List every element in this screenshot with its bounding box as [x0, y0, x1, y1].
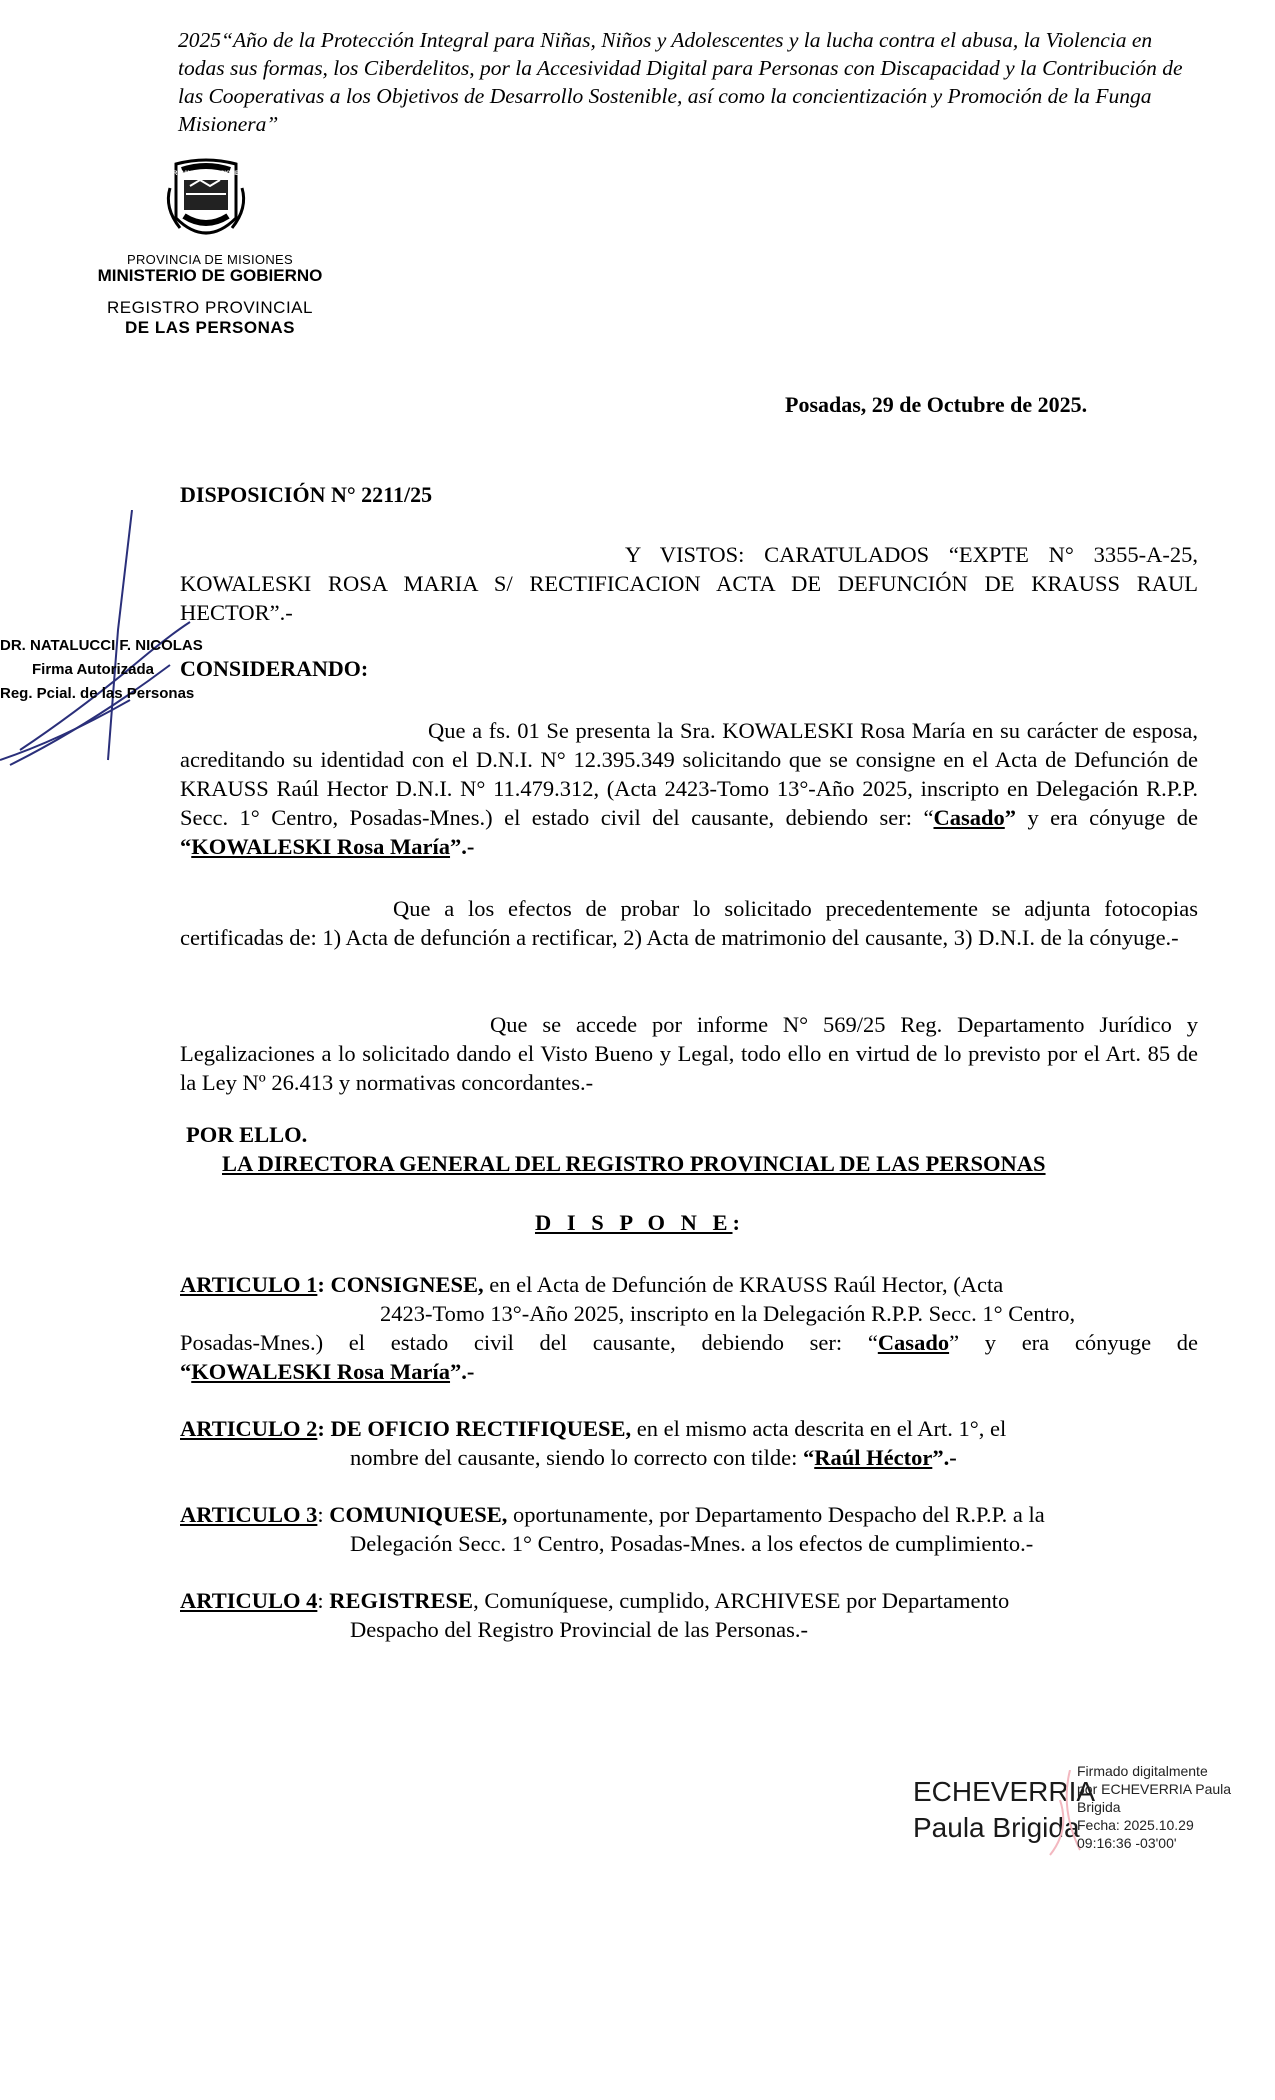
por-ello: POR ELLO. — [186, 1122, 308, 1147]
directora-heading: LA DIRECTORA GENERAL DEL REGISTRO PROVINCIAL DE LAS PERSONAS — [222, 1151, 1046, 1176]
article-2-label: ARTICULO 2 — [180, 1416, 318, 1441]
signature-info-5: 09:16:36 -03'00' — [1077, 1835, 1177, 1851]
header-motto: 2025“Año de la Protección Integral para Niñas, Niños y Adolescentes y la lucha contra el abusa, la Violencia en todas sus formas, los Ciberdelitos, por la Accesividad Digital para Personas con Discapacidad y la Contribución de las Cooperativas a los Objetivos de Desarrollo Sostenible, así como la concientización y Promoción de la Funga Misionera” — [178, 28, 1183, 136]
p2-text: Que a los efectos de probar lo solicitado precedentemente se adjunta fotocopias certificadas de: 1) Acta de defunción a rectificar, 2) Acta de matrimonio del causante, 3) D.N.I. de la cónyuge.- — [180, 896, 1198, 950]
p1-text: Que a fs. 01 Se presenta la Sra. KOWALESKI Rosa María en su carácter de esposa, acreditando su identidad con el D.N.I. N° 12.395.349 solicitando que se consigne en el Acta de Defunción de KRAUSS Raúl Hector D.N.I. N° 11.479.312, (Acta 2423-Tomo 13°-Año 2025, inscripto en Delegación R.P.P. Secc. 1° Centro, Posadas-Mnes.) el estado civil del causante, debiendo ser: — [180, 718, 1198, 830]
article-4-sep: : — [317, 1588, 330, 1613]
document-date: Posadas, 29 de Octubre de 2025. — [785, 392, 1088, 417]
considerando-paragraph-1 — [180, 716, 1198, 861]
digital-signature-info — [1077, 1762, 1237, 1852]
article-2-text-2: nombre del causante, siendo lo correcto con tilde: — [350, 1445, 803, 1470]
stamp-line-1: DR. NATALUCCI F. NICOLAS — [0, 637, 203, 654]
stamp-line-2: Firma Autorizada — [32, 661, 154, 678]
dispone-word: D I S P O N E — [534, 1210, 733, 1235]
article-1-line-2: 2423-Tomo 13°-Año 2025, inscripto en la Delegación R.P.P. Secc. 1° Centro, — [380, 1301, 1076, 1326]
article-1-text-3a: Posadas-Mnes.) el estado civil del causante, debiendo ser: “ — [180, 1330, 878, 1355]
article-1-quote-close: ”.- — [450, 1359, 475, 1384]
article-1-text-3b: ” y era cónyuge de — [949, 1330, 1198, 1355]
article-2-sep: : — [317, 1416, 331, 1441]
article-1-sep: : — [317, 1272, 331, 1297]
considerando-paragraph-2 — [180, 894, 1198, 952]
article-1-line-4 — [180, 1357, 1198, 1386]
article-1-spouse: KOWALESKI Rosa María — [191, 1359, 451, 1384]
article-3 — [180, 1500, 1198, 1558]
article-4-label: ARTICULO 4 — [180, 1588, 318, 1613]
article-2-quote-close: ”.- — [932, 1445, 957, 1470]
org-province: PROVINCIA DE MISIONES — [127, 252, 293, 267]
article-4-verb: REGISTRESE — [329, 1588, 474, 1613]
article-2-verb: DE OFICIO RECTIFIQUESE, — [330, 1416, 632, 1441]
article-1-line-1 — [180, 1270, 1198, 1299]
article-2 — [180, 1414, 1198, 1472]
vistos-lead: Y VISTOS: CARATULADOS “EXPTE N° 3355-A-25, — [625, 542, 1198, 567]
vistos-rest: KOWALESKI ROSA MARIA S/ RECTIFICACION ACTA DE DEFUNCIÓN DE KRAUSS RAUL HECTOR”.- — [180, 571, 1198, 625]
article-1-label: ARTICULO 1 — [180, 1272, 318, 1297]
article-3-verb: COMUNIQUESE, — [329, 1502, 508, 1527]
p1-quote2-open: “ — [180, 834, 192, 859]
article-2-line-2 — [180, 1443, 1198, 1472]
org-ministry: MINISTERIO DE GOBIERNO — [97, 266, 323, 285]
article-2-text-1: en el mismo acta descrita en el Art. 1°, el — [631, 1416, 1007, 1441]
p3-text: Que se accede por informe N° 569/25 Reg. Departamento Jurídico y Legalizaciones a lo solicitado dando el Visto Bueno y Legal, todo ello en virtud de lo previsto por el Art. 85 de la Ley Nº 26.413 y normativas concordantes.- — [180, 1012, 1198, 1095]
signature-info-1: Firmado digitalmente — [1077, 1763, 1208, 1779]
province-seal-icon — [140, 158, 272, 250]
dispone-colon: : — [732, 1210, 741, 1235]
article-4-line-1 — [180, 1586, 1198, 1615]
p1-spouse: KOWALESKI Rosa María — [191, 834, 451, 859]
stamp-line-3: Reg. Pcial. de las Personas — [0, 685, 195, 702]
article-3-line-2: Delegación Secc. 1° Centro, Posadas-Mnes. a los efectos de cumplimiento.- — [350, 1531, 1034, 1556]
p1-mid: y era cónyuge de — [1016, 805, 1198, 830]
signature-info-3: Brigida — [1077, 1799, 1121, 1815]
article-1-verb: CONSIGNESE, — [330, 1272, 484, 1297]
signature-name-line-2: Paula Brigida — [913, 1812, 1080, 1843]
article-1-casado: Casado — [877, 1330, 950, 1355]
article-1-quote-open: “ — [180, 1359, 192, 1384]
seal-text: PROVINCIA DE MISIONES — [168, 171, 244, 177]
considerando-paragraph-3 — [180, 1010, 1198, 1097]
signature-info-4: Fecha: 2025.10.29 — [1077, 1817, 1194, 1833]
authorized-signature-stamp — [0, 510, 260, 770]
article-2-name: Raúl Héctor — [814, 1445, 933, 1470]
article-3-label: ARTICULO 3 — [180, 1502, 318, 1527]
org-registry-persons: DE LAS PERSONAS — [125, 318, 295, 337]
signature-name-line-1: ECHEVERRIA — [913, 1776, 1096, 1807]
p1-casado: Casado — [933, 805, 1005, 830]
article-1 — [180, 1270, 1198, 1386]
disposition-number: DISPOSICIÓN N° 2211/25 — [180, 482, 433, 507]
article-2-quote-open: “ — [802, 1445, 815, 1470]
article-4-text-1: , Comuníquese, cumplido, ARCHIVESE por Departamento — [473, 1588, 1010, 1613]
article-4 — [180, 1586, 1198, 1644]
considerando-title: CONSIDERANDO: — [180, 656, 369, 681]
p1-quote2-close: ”.- — [450, 834, 475, 859]
org-registry: REGISTRO PROVINCIAL — [107, 298, 313, 317]
p1-quote-open: “ — [923, 805, 934, 830]
vistos-paragraph — [180, 540, 1198, 627]
article-1-line-3 — [180, 1328, 1198, 1357]
signature-info-2: por ECHEVERRIA Paula — [1077, 1781, 1232, 1797]
article-3-sep: : — [317, 1502, 330, 1527]
p1-quote-close: ” — [1004, 805, 1017, 830]
article-1-text-1: en el Acta de Defunción de KRAUSS Raúl Hector, (Acta — [483, 1272, 1004, 1297]
article-3-line-1 — [180, 1500, 1198, 1529]
dispone-heading — [0, 1210, 1275, 1236]
article-3-text-1: oportunamente, por Departamento Despacho del R.P.P. a la — [507, 1502, 1045, 1527]
article-2-line-1 — [180, 1414, 1198, 1443]
article-4-line-2: Despacho del Registro Provincial de las Personas.- — [350, 1617, 809, 1642]
